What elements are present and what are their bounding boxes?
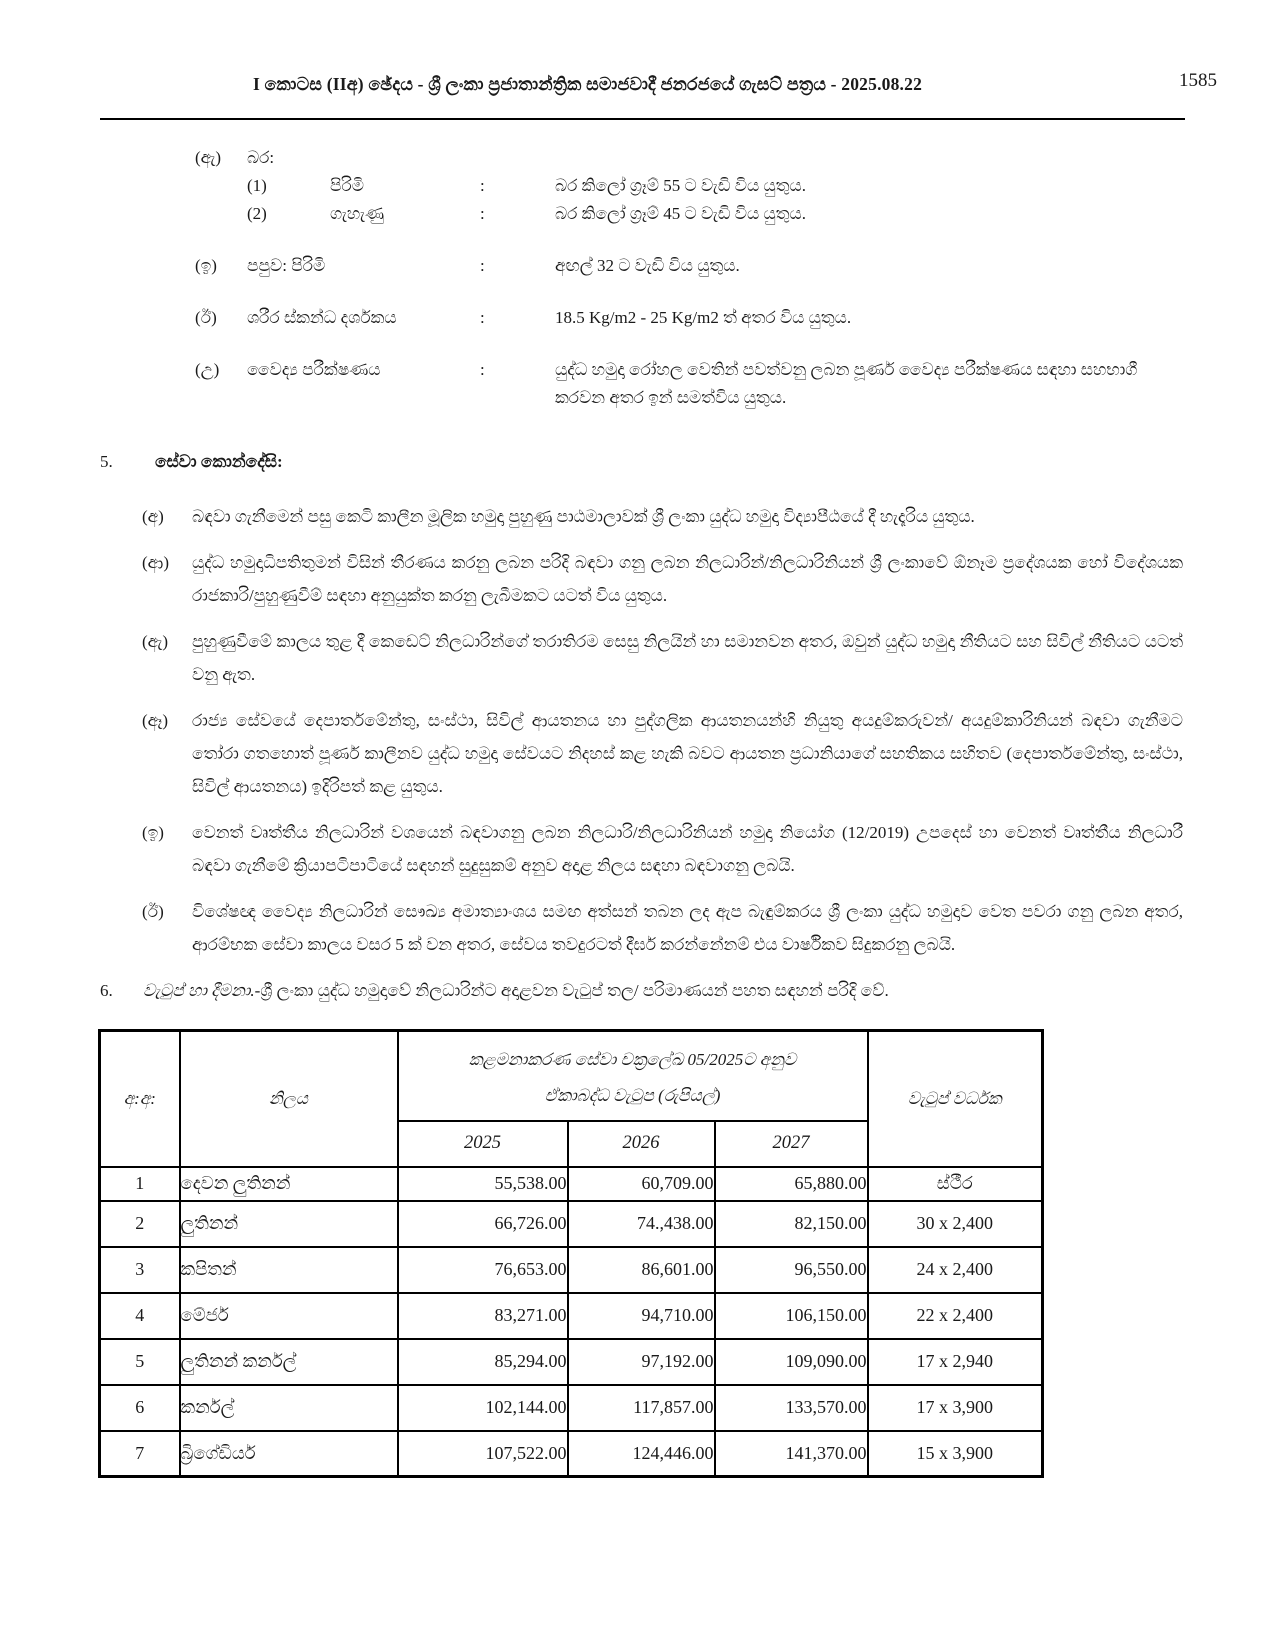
section-6-paragraph	[0, 977, 1275, 1005]
section-number: 5.	[100, 452, 113, 471]
salary-2026-cell: 124,446.00	[568, 1431, 715, 1477]
salary-2025-cell: 83,271.00	[398, 1293, 568, 1339]
increment-cell: 22 x 2,400	[868, 1293, 1043, 1339]
service-conditions-list	[0, 500, 1275, 961]
colon-separator: :	[480, 360, 485, 379]
increment-cell: 15 x 3,900	[868, 1431, 1043, 1477]
serial-cell: 7	[100, 1431, 180, 1477]
sub-item-label: පිරිමි	[330, 176, 364, 195]
colon-separator: :	[480, 176, 485, 195]
table-header-row-1	[100, 1031, 1043, 1121]
increment-column-header: වැටුප් වර්ධක	[868, 1031, 1043, 1167]
weight-male-row	[100, 172, 1185, 200]
year-column-header: 2025	[398, 1121, 568, 1167]
head-rule-wrap	[0, 118, 1275, 120]
salary-2026-cell: 60,709.00	[568, 1167, 715, 1201]
condition-item	[100, 704, 1185, 803]
running-head	[0, 70, 1275, 104]
item-index: (ඊ)	[195, 308, 217, 327]
rank-cell: ලුතිනන්	[180, 1201, 398, 1247]
section-5-heading	[0, 448, 1275, 476]
section-6-text: ශ්‍රී ලංකා යුද්ධ හමුදාවේ නිලධාරින්ට අදාළවන වැටුප් තල/ පරිමාණයන් පහත සඳහන් පරිදි වේ.	[260, 981, 889, 1000]
colon-separator: :	[480, 204, 485, 223]
condition-item	[100, 625, 1185, 691]
section-6-lead: වැටුප් හා දීමනා.-	[143, 981, 261, 1000]
condition-item	[100, 500, 1185, 533]
table-row	[100, 1201, 1043, 1247]
condition-item	[100, 816, 1185, 882]
rank-cell: කර්නල්	[180, 1385, 398, 1431]
rank-cell: ලුතිනන් කර්නල්	[180, 1339, 398, 1385]
item-text: යුද්ධ හමුදාධිපතිතුමන් විසින් තීරණය කරනු ලබන පරිදි බඳවා ගනු ලබන නිලධාරින්/නිලධාරිනියන් ශ්‍රී ලංකාවේ ඕනෑම ප්‍රදේශයක හෝ විදේශයක රාජකාරි/පුහුණුවීම් සඳහා අනුයුක්ත කරනු ලැබීමකට යටත් විය යුතුය.	[192, 553, 1183, 605]
salary-2027-cell: 133,570.00	[715, 1385, 868, 1431]
condition-item	[100, 546, 1185, 612]
item-label: වෛද්‍ය පරීක්ෂණය	[247, 360, 381, 379]
item-value: 18.5 Kg/m2 - 25 Kg/m2 ත් අතර විය යුතුය.	[555, 308, 852, 327]
salary-2027-cell: 96,550.00	[715, 1247, 868, 1293]
increment-cell: 30 x 2,400	[868, 1201, 1043, 1247]
year-column-header: 2027	[715, 1121, 868, 1167]
item-label: ශරීර ස්කන්ධ දර්ශකය	[247, 308, 397, 327]
item-index: (ඇ)	[195, 148, 222, 167]
chest-row	[100, 252, 1185, 280]
item-label: බර:	[247, 148, 275, 167]
increment-cell: ස්ථීර	[868, 1167, 1043, 1201]
table-row	[100, 1385, 1043, 1431]
salary-2027-cell: 106,150.00	[715, 1293, 868, 1339]
salary-table-wrap	[98, 1029, 1275, 1478]
salary-2026-cell: 86,601.00	[568, 1247, 715, 1293]
salary-2025-cell: 76,653.00	[398, 1247, 568, 1293]
condition-item	[100, 895, 1185, 961]
salary-2027-cell: 109,090.00	[715, 1339, 868, 1385]
table-row	[100, 1431, 1043, 1477]
item-label: පපුව: පිරිමි	[247, 256, 326, 275]
item-index: (ඇ)	[142, 632, 169, 651]
year-column-header: 2026	[568, 1121, 715, 1167]
item-text: රාජ්‍ය සේවයේ දෙපාර්තමේන්තු, සංස්ථා, සිවිල් ආයතනය හා පුද්ගලික ආයතනයන්හි නියුතු අයදුම්කරුවන්/ අයදුම්කාරිනියන් බඳවා ගැනීමට තෝරා ගතහොත් පූර්ණ කාලීනව යුද්ධ හමුදා සේවයට නිදහස් කළ හැකි බවට ආයතන ප්‍රධානියාගේ සහතිකය සහිතව (දෙපාර්තමේන්තු, සංස්ථා, සිවිල් ආයතනය) ඉදිරිපත් කළ යුතුය.	[192, 711, 1183, 796]
medical-exam-row	[100, 356, 1185, 412]
sub-item-number: (1)	[247, 176, 267, 195]
item-index: (ඊ)	[142, 902, 164, 921]
increment-cell: 17 x 2,940	[868, 1339, 1043, 1385]
item-text: පුහුණුවීමේ කාලය තුළ දී කෙඩෙට් නිලධාරින්ගේ තරාතිරම සෙසු නිලයින් හා සමානවන අතර, ඔවුන් යුද්ධ හමුදා නීතියට සහ සිවිල් නීතියට යටත් වනු ඇත.	[192, 632, 1183, 684]
salary-2025-cell: 66,726.00	[398, 1201, 568, 1247]
rank-column-header: නිලය	[180, 1031, 398, 1167]
serial-cell: 3	[100, 1247, 180, 1293]
header-divider	[100, 118, 1185, 120]
item-text: බඳවා ගැනීමෙන් පසු කෙටි කාලීන මූලික හමුදා පුහුණු පාඨමාලාවක් ශ්‍රී ලංකා යුද්ධ හමුදා විද්‍යාපීඨයේ දී හැදෑරිය යුතුය.	[192, 507, 975, 526]
salary-2027-cell: 82,150.00	[715, 1201, 868, 1247]
sub-item-value: බර කිලෝ ග්‍රෑම් 45 ට වැඩි විය යුතුය.	[555, 204, 806, 223]
item-index: (ඈ)	[142, 711, 169, 730]
salary-table	[98, 1029, 1044, 1478]
sub-item-label: ගැහැණු	[330, 204, 385, 223]
increment-cell: 24 x 2,400	[868, 1247, 1043, 1293]
item-value: අඟල් 32 ට වැඩි විය යුතුය.	[555, 256, 740, 275]
rank-cell: බ්‍රිගේඩියර්	[180, 1431, 398, 1477]
salary-2025-cell: 85,294.00	[398, 1339, 568, 1385]
item-text: විශේෂඥ වෛද්‍ය නිලධාරින් සෞඛ්‍ය අමාත්‍යාංශය සමඟ අත්සන් තබන ලද ඇප බැඳුම්කරය ශ්‍රී ලංකා යුද්ධ හමුදාව වෙත පවරා ගනු ලබන අතර, ආරම්භක සේවා කාලය වසර 5 ක් වන අතර, සේවය තවදුරටත් දීර්ඝ කරන්නේනම් එය වාර්ෂිකව සිදුකරනු ලබයි.	[192, 902, 1183, 954]
salary-group-header-line1: කළමනාකරණ සේවා චක්‍රලේඛ 05/2025ට අනුව	[468, 1049, 797, 1069]
item-value: යුද්ධ හමුදා රෝහල වෙතින් පවත්වනු ලබන පූර්ණ වෛද්‍ය පරීක්ෂණය සඳහා සහභාගී කරවන අතර ඉන් සමත්විය යුතුය.	[555, 360, 1138, 407]
salary-group-header-line2: ඒකාබද්ධ වැටුප (රුපියල්)	[544, 1085, 721, 1105]
rank-cell: මේජර්	[180, 1293, 398, 1339]
item-index: (ආ)	[142, 553, 169, 572]
serial-cell: 5	[100, 1339, 180, 1385]
colon-separator: :	[480, 308, 485, 327]
item-index: (ඉ)	[195, 256, 217, 275]
bmi-row	[100, 304, 1185, 332]
salary-2025-cell: 102,144.00	[398, 1385, 568, 1431]
weight-female-row	[100, 200, 1185, 228]
serial-cell: 2	[100, 1201, 180, 1247]
rank-cell: කපිතන්	[180, 1247, 398, 1293]
serial-cell: 6	[100, 1385, 180, 1431]
salary-2025-cell: 107,522.00	[398, 1431, 568, 1477]
item-index: (ඉ)	[142, 823, 164, 842]
item-text: වෙනත් වෘත්තීය නිලධාරින් වශයෙන් බඳවාගනු ලබන නිලධාරි/නිලධාරිනියන් හමුදා නියෝග (12/2019) උපදෙස් හා වෙනත් වෘත්තීය නිලධාරී බඳවා ගැනීමේ ක්‍රියාපටිපාටියේ සඳහන් සුදුසුකම් අනුව අදාළ නිලය සඳහා බඳවාගනු ලබයි.	[192, 823, 1183, 875]
salary-2027-cell: 65,880.00	[715, 1167, 868, 1201]
increment-cell: 17 x 3,900	[868, 1385, 1043, 1431]
salary-2026-cell: 94,710.00	[568, 1293, 715, 1339]
table-row	[100, 1167, 1043, 1201]
table-row	[100, 1339, 1043, 1385]
section-title: සේවා කොන්දේසි:	[155, 452, 283, 471]
section-number: 6.	[100, 981, 113, 1000]
table-row	[100, 1247, 1043, 1293]
serial-cell: 1	[100, 1167, 180, 1201]
colon-separator: :	[480, 256, 485, 275]
item-index: (උ)	[195, 360, 220, 379]
sub-item-value: බර කිලෝ ග්‍රෑම් 55 ට වැඩි විය යුතුය.	[555, 176, 806, 195]
sub-item-number: (2)	[247, 204, 267, 223]
page-number: 1585	[1179, 70, 1217, 91]
salary-2026-cell: 117,857.00	[568, 1385, 715, 1431]
item-index: (අ)	[142, 507, 164, 526]
salary-2026-cell: 74.,438.00	[568, 1201, 715, 1247]
physical-requirements-list	[0, 144, 1275, 412]
gazette-page	[0, 70, 1275, 1478]
salary-group-header	[398, 1031, 868, 1121]
serial-cell: 4	[100, 1293, 180, 1339]
salary-2025-cell: 55,538.00	[398, 1167, 568, 1201]
serial-column-header: අ:අ:	[100, 1031, 180, 1167]
page-header-title: I කොටස (IIඅ) ඡේදය - ශ්‍රී ලංකා ප්‍රජාතාන්ත්‍රික සමාජවාදී ජනරජයේ ගැසට් පත්‍රය - 2025.08.22	[252, 74, 923, 94]
weight-heading-row	[100, 144, 1185, 172]
rank-cell: දෙවන ලුතිනන්	[180, 1167, 398, 1201]
salary-2027-cell: 141,370.00	[715, 1431, 868, 1477]
table-row	[100, 1293, 1043, 1339]
salary-2026-cell: 97,192.00	[568, 1339, 715, 1385]
